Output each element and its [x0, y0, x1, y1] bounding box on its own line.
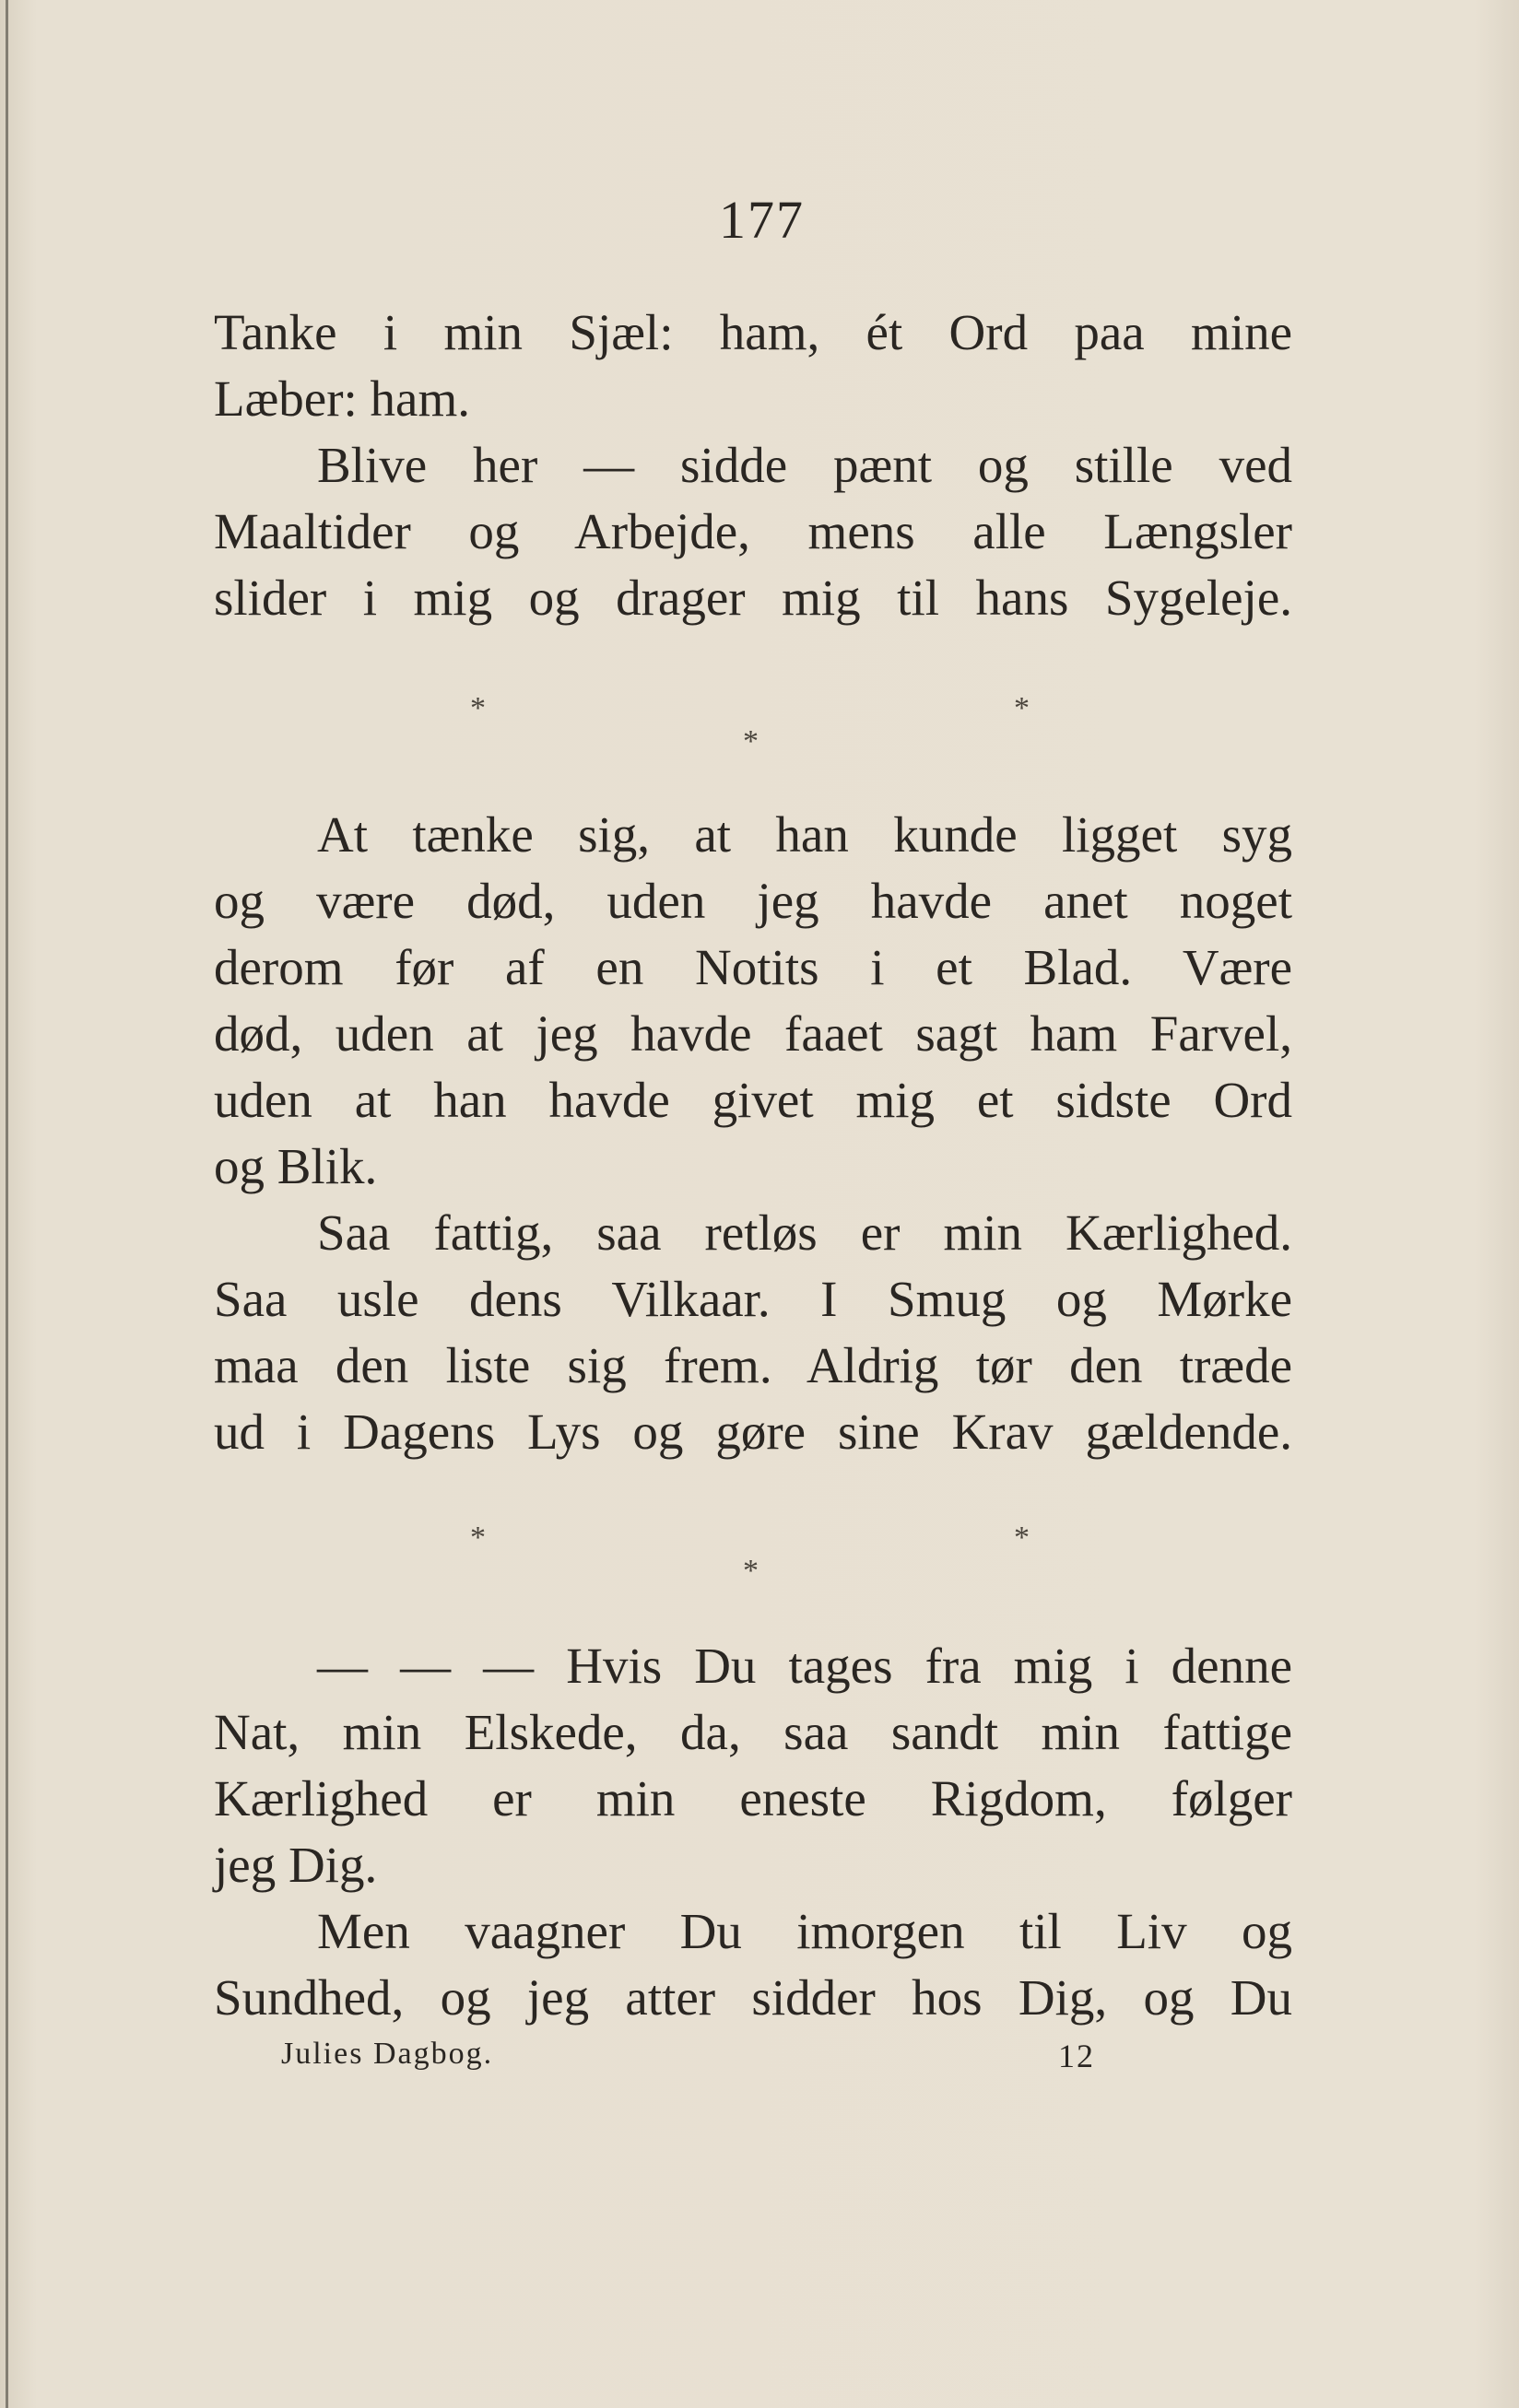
text-line: Nat, min Elskede, da, saa sandt min fattige: [214, 1704, 1292, 1760]
text-line: og Blik.: [214, 1138, 378, 1194]
text-line: slider i mig og drager mig til hans Sygeleje.: [214, 570, 1292, 626]
asterisk: *: [470, 691, 486, 725]
section-separator: [214, 693, 1292, 776]
asterisk: *: [743, 724, 759, 758]
text-line: derom før af en Notits i et Blad. Være: [214, 939, 1292, 995]
text-line: Kærlighed er min eneste Rigdom, følger: [214, 1770, 1292, 1827]
text-line: Maaltider og Arbejde, mens alle Længsler: [214, 503, 1292, 559]
text-line: Saa fattig, saa retløs er min Kærlighed.: [317, 1204, 1292, 1261]
section-separator: [214, 1522, 1292, 1605]
asterisk: *: [1014, 691, 1030, 725]
text-line: At tænke sig, at han kunde ligget syg: [317, 806, 1292, 863]
page-number: 177: [719, 190, 805, 250]
text-line: og være død, uden jeg havde anet noget: [214, 873, 1292, 929]
asterisk: *: [743, 1554, 759, 1588]
text-line: ud i Dagens Lys og gøre sine Krav gældende.: [214, 1404, 1292, 1460]
text-line: Tanke i min Sjæl: ham, ét Ord paa mine: [214, 304, 1292, 360]
text-line: Blive her — sidde pænt og stille ved: [317, 437, 1292, 493]
text-line: uden at han havde givet mig et sidste Ord: [214, 1072, 1292, 1128]
asterisk: *: [1014, 1521, 1030, 1555]
binding-edge: [6, 0, 8, 2408]
text-line: — — — Hvis Du tages fra mig i denne: [317, 1638, 1292, 1694]
text-line: Læber: ham.: [214, 370, 470, 427]
text-line: Saa usle dens Vilkaar. I Smug og Mørke: [214, 1271, 1292, 1327]
text-line: Men vaagner Du imorgen til Liv og: [317, 1903, 1292, 1959]
text-line: Sundhed, og jeg atter sidder hos Dig, og Du: [214, 1969, 1292, 2026]
footer-sheet-number: 12: [1058, 2038, 1095, 2074]
asterisk: *: [470, 1521, 486, 1555]
footer-signature-title: Julies Dagbog.: [281, 2037, 494, 2071]
text-line: jeg Dig.: [214, 1837, 378, 1893]
text-line: død, uden at jeg havde faaet sagt ham Farvel,: [214, 1005, 1292, 1062]
text-line: maa den liste sig frem. Aldrig tør den træde: [214, 1337, 1292, 1393]
